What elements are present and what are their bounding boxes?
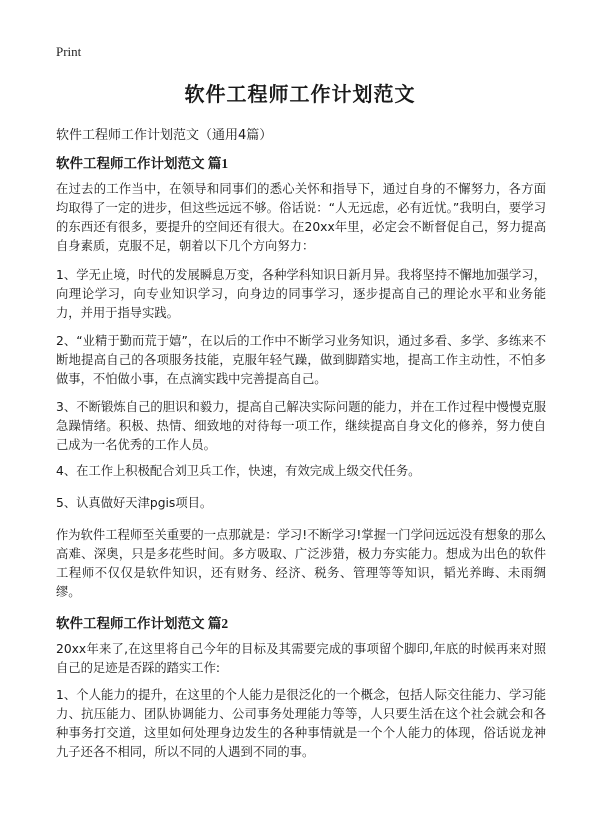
section-heading-1: 软件工程师工作计划范文 篇1 xyxy=(56,156,229,171)
document-subtitle: 软件工程师工作计划范文（通用4篇） xyxy=(56,128,273,143)
paragraph-intro: 在过去的工作当中，在领导和同事们的悉心关怀和指导下，通过自身的不懈努力，各方面均取得了一定的进步，但这些远远不够。俗话说：“人无远虑，必有近忧。”我明白，要学习的东西还有很多，要提升的空间还有很大。在20xx年里，必定会不断督促自己，努力提高自身素质，克服不足，朝着以下几个方向努力： xyxy=(56,182,546,253)
paragraph-item-3: 3、不断锻炼自己的胆识和毅力，提高自己解决实际问题的能力，并在工作过程中慢慢克服急躁情绪。积极、热情、细致地的对待每一项工作，继续提高自身文化的修养，努力使自己成为一名优秀的工作人员。 xyxy=(56,400,546,452)
document-title: 软件工程师工作计划范文 xyxy=(184,82,416,106)
paragraph-section2-intro: 20xx年来了,在这里将自己今年的目标及其需要完成的事项留个脚印,年底的时候再来对照自己的足迹是否踩的踏实工作: xyxy=(56,642,546,675)
paragraph-item-1: 1、学无止境，时代的发展瞬息万变，各种学科知识日新月异。我将坚持不懈地加强学习，向理论学习，向专业知识学习，向身边的同事学习，逐步提高自己的理论水平和业务能力，并用于指导实践。 xyxy=(56,268,546,320)
paragraph-item-4: 4、在工作上积极配合刘卫兵工作，快速，有效完成上级交代任务。 xyxy=(56,464,421,478)
paragraph-conclusion: 作为软件工程师至关重要的一点那就是：学习!不断学习!掌握一门学问远远没有想象的那么高难、深奥，只是多花些时间。多方吸取、广泛涉猎，极力夯实能力。想成为出色的软件工程师不仅仅是软件知识，还有财务、经济、税务、管理等等知识，韬光养晦、未雨绸缪。 xyxy=(56,528,546,599)
paragraph-section2-item-1: 1、个人能力的提升，在这里的个人能力是很泛化的一个概念，包括人际交往能力、学习能力、抗压能力、团队协调能力、公司事务处理能力等等，人只要生活在这个社会就会和各种事务打交道，这里如何处理身边发生的各种事情就是一个个人能力的体现，俗话说龙神九子还各不相同，所以不同的人遇到不同的事。 xyxy=(56,688,546,759)
section-heading-2: 软件工程师工作计划范文 篇2 xyxy=(56,616,229,631)
paragraph-item-5: 5、认真做好天津pgis项目。 xyxy=(56,496,213,510)
paragraph-item-2: 2、“业精于勤而荒于嬉”，在以后的工作中不断学习业务知识，通过多看、多学、多练来不断地提高自己的各项服务技能，克服年轻气躁，做到脚踏实地，提高工作主动性，不怕多做事，不怕做小事，在点滴实践中完善提高自己。 xyxy=(56,334,546,386)
print-link[interactable]: Print xyxy=(56,44,82,59)
